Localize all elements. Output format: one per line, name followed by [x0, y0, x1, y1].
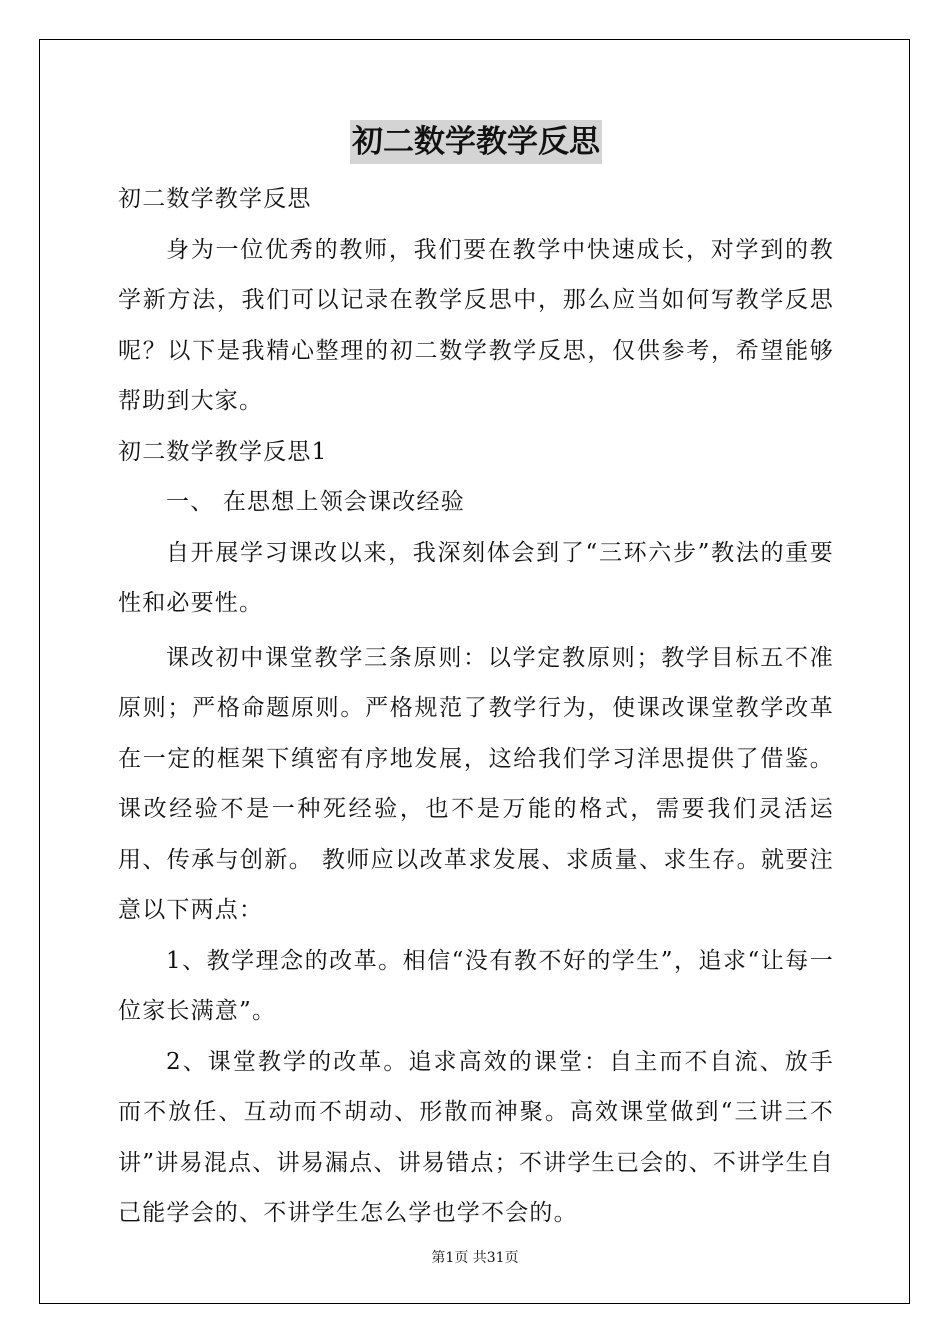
body-paragraph: 课改初中课堂教学三条原则：以学定教原则；教学目标五不准原则；严格命题原则。严格规范了教学行为，使课改课堂教学改革在一定的框架下缜密有序地发展，这给我们学习洋思提供了借鉴。课改经验不是一种死经验，也不是万能的格式，需要我们灵活运用、传承与创新。 教师应以改革求发展、求质量、求生存。就要注意以下两点：	[118, 644, 834, 923]
title-wrap	[118, 120, 834, 164]
subtitle-line: 初二数学教学反思	[118, 186, 312, 212]
section-heading: 初二数学教学反思1	[118, 438, 328, 465]
body-paragraph: 自开展学习课改以来，我深刻体会到了“三环六步”教法的重要性和必要性。	[118, 539, 834, 616]
document-title: 初二数学教学反思	[350, 120, 602, 164]
page-footer: 第1页 共31页	[431, 1250, 519, 1266]
document-body	[118, 120, 834, 1239]
subsection-heading: 一、 在思想上领会课改经验	[166, 489, 465, 515]
body-paragraph: 2、课堂教学的改革。追求高效的课堂：自主而不自流、放手而不放任、互动而不胡动、形散而神聚。高效课堂做到“三讲三不讲”讲易混点、讲易漏点、讲易错点；不讲学生已会的、不讲学生自己能学会的、不讲学生怎么学也学不会的。	[118, 1048, 834, 1226]
intro-paragraph: 身为一位优秀的教师，我们要在教学中快速成长，对学到的教学新方法，我们可以记录在教学反思中，那么应当如何写教学反思呢？以下是我精心整理的初二数学教学反思，仅供参考，希望能够帮助到大家。	[118, 236, 834, 414]
body-paragraph: 1、教学理念的改革。相信“没有教不好的学生”，追求“让每一位家长满意”。	[118, 947, 834, 1024]
